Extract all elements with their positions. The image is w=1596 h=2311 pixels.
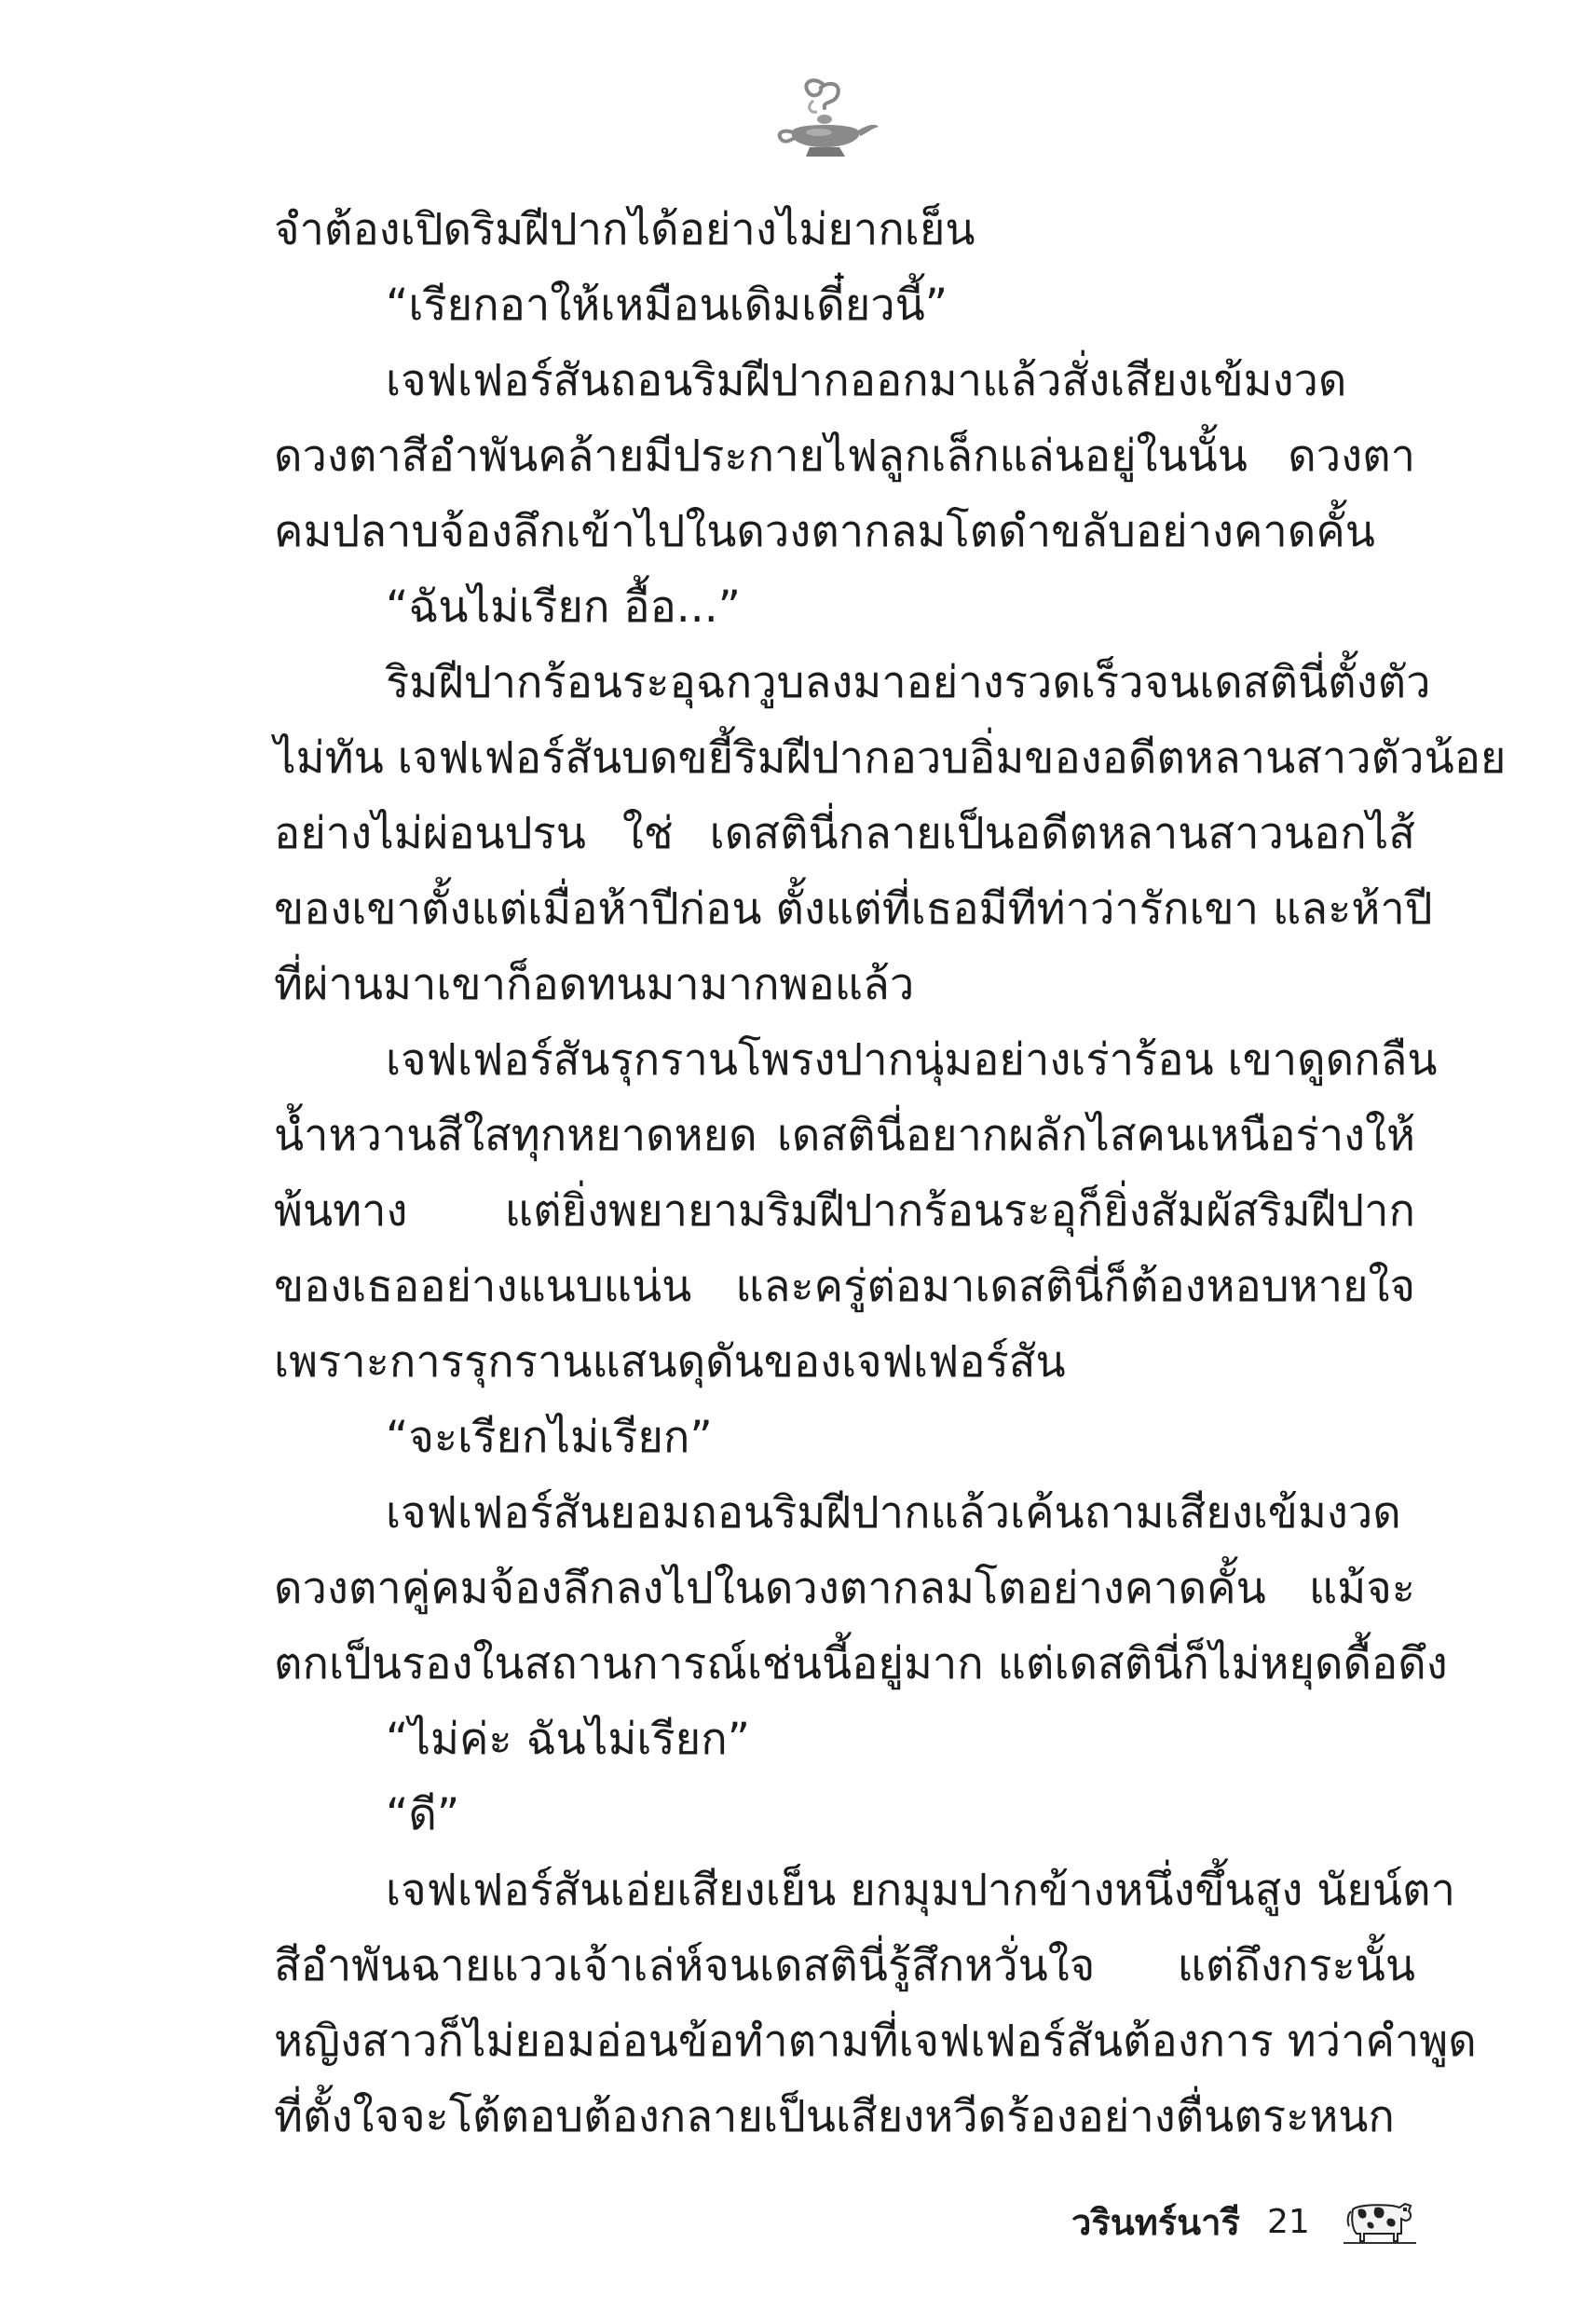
text-line: ของเขาตั้งแต่เมื่อห้าปีก่อน ตั้งแต่ที่เธอมีทีท่าว่ารักเขา และห้าปี (274, 883, 1433, 935)
running-title: วรินทร์นารี (1071, 2202, 1240, 2243)
text-line: เพราะการรุกรานแสนดุดันของเจฟเฟอร์สัน (274, 1336, 1066, 1388)
text-line: ริมฝีปากร้อนระอุฉกวูบลงมาอย่างรวดเร็วจนเดสตินี่ตั้งตัว (386, 657, 1431, 708)
text-line: เจฟเฟอร์สันเอ่ยเสียงเย็น ยกมุมปากข้างหนึ่งขึ้นสูง นัยน์ตา (386, 1865, 1455, 1916)
text-line: “ไม่ค่ะ ฉันไม่เรียก” (386, 1714, 751, 1765)
text-line: คมปลาบจ้องลึกเข้าไปในดวงตากลมโตดำขลับอย่างคาดคั้น (274, 506, 1375, 557)
text-line: ของเธออย่างแนบแน่น และครู่ต่อมาเดสตินี่ก็ต้องหอบหายใจ (274, 1261, 1415, 1312)
text-line: “ฉันไม่เรียก อื้อ...” (386, 581, 741, 633)
text-line: อย่างไม่ผ่อนปรน ใช่ เดสตินี่กลายเป็นอดีตหลานสาวนอกไส้ (274, 808, 1415, 859)
text-line: เจฟเฟอร์สันยอมถอนริมฝีปากแล้วเค้นถามเสียงเข้มงวด (386, 1487, 1401, 1538)
body-text (274, 192, 1507, 2154)
text-line: ตกเป็นรองในสถานการณ์เช่นนี้อยู่มาก แต่เดสตินี่ก็ไม่หยุดดื้อดึง (274, 1638, 1448, 1689)
text-line: ไม่ทัน เจฟเฟอร์สันบดขยี้ริมฝีปากอวบอิ่มของอดีตหลานสาวตัวน้อย (274, 732, 1507, 784)
cow-icon (1344, 2196, 1416, 2249)
text-line: ดวงตาคู่คมจ้องลึกลงไปในดวงตากลมโตอย่างคาดคั้น แม้จะ (274, 1563, 1415, 1614)
page-number: 21 (1267, 2203, 1310, 2241)
text-line: “เรียกอาให้เหมือนเดิมเดี๋ยวนี้” (386, 280, 948, 331)
text-line: เจฟเฟอร์สันรุกรานโพรงปากนุ่มอย่างเร่าร้อน เขาดูดกลืน (386, 1034, 1438, 1086)
text-line: พ้นทาง แต่ยิ่งพยายามริมฝีปากร้อนระอุก็ยิ่งสัมผัสริมฝีปาก (274, 1185, 1415, 1237)
text-line: หญิงสาวก็ไม่ยอมอ่อนข้อทำตามที่เจฟเฟอร์สันต้องการ ทว่าคำพูด (274, 2016, 1477, 2067)
text-line: ที่ตั้งใจจะโต้ตอบต้องกลายเป็นเสียงหวีดร้องอย่างตื่นตระหนก (274, 2091, 1395, 2142)
text-line: “ดี” (386, 1789, 460, 1840)
text-line: ที่ผ่านมาเขาก็อดทนมามากพอแล้ว (274, 959, 915, 1010)
text-line: เจฟเฟอร์สันถอนริมฝีปากออกมาแล้วสั่งเสียงเข้มงวด (386, 355, 1347, 406)
text-line: ดวงตาสีอำพันคล้ายมีประกายไฟลูกเล็กแล่นอยู่ในนั้น ดวงตา (274, 431, 1415, 482)
page-footer (1071, 2195, 1416, 2250)
text-line: สีอำพันฉายแววเจ้าเล่ห์จนเดสตินี่รู้สึกหวั่นใจ แต่ถึงกระนั้น (274, 1940, 1415, 1991)
text-line: “จะเรียกไม่เรียก” (386, 1412, 713, 1463)
text-line: จำต้องเปิดริมฝีปากได้อย่างไม่ยากเย็น (274, 204, 975, 255)
text-line: น้ำหวานสีใสทุกหยาดหยด เดสตินี่อยากผลักไสคนเหนือร่างให้ (274, 1110, 1415, 1161)
magic-lamp-icon (769, 75, 880, 163)
